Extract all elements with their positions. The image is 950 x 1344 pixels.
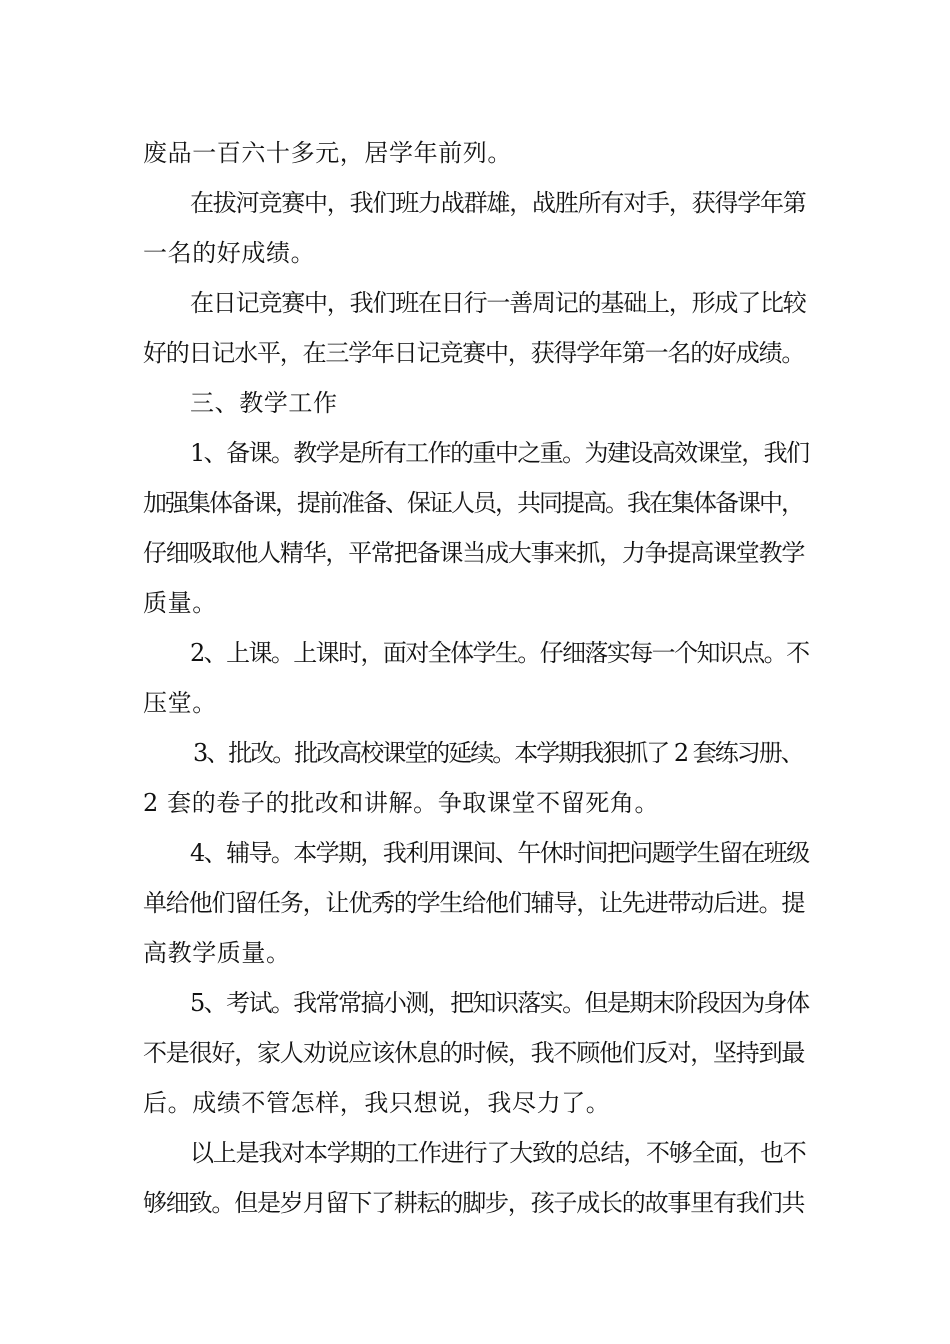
text-line: 5、考试。我常常搞小测，把知识落实。但是期末阶段因为身体: [190, 989, 809, 1017]
text-line: 在日记竞赛中，我们班在日行一善周记的基础上，形成了比较: [190, 289, 806, 317]
text-line: 压堂。: [143, 689, 217, 717]
text-line: 3、批改。批改高校课堂的延续。本学期我狠抓了 2 套练习册、: [193, 739, 803, 767]
text-line: 仔细吸取他人精华，平常把备课当成大事来抓，力争提高课堂教学: [143, 539, 805, 567]
text-line: 质量。: [143, 589, 217, 617]
text-line: 好的日记水平，在三学年日记竞赛中，获得学年第一名的好成绩。: [143, 339, 805, 367]
text-line: 加强集体备课，提前准备、保证人员，共同提高。我在集体备课中，: [143, 489, 803, 517]
section-heading: 三、教学工作: [190, 389, 338, 417]
text-line: 高教学质量。: [143, 939, 291, 967]
text-line: 一名的好成绩。: [143, 239, 316, 267]
text-line: 在拔河竞赛中，我们班力战群雄，战胜所有对手，获得学年第: [190, 189, 806, 217]
text-line: 后。成绩不管怎样，我只想说，我尽力了。: [143, 1089, 611, 1117]
text-line: 2 套的卷子的批改和讲解。争取课堂不留死角。: [143, 789, 660, 817]
text-line: 不是很好，家人劝说应该休息的时候，我不顾他们反对，坚持到最: [143, 1039, 805, 1067]
text-line: 废品一百六十多元，居学年前列。: [143, 139, 512, 167]
text-line: 1、备课。教学是所有工作的重中之重。为建设高效课堂，我们: [190, 439, 809, 467]
text-line: 4、辅导。本学期，我利用课间、午休时间把问题学生留在班级: [190, 839, 809, 867]
text-line: 2、上课。上课时，面对全体学生。仔细落实每一个知识点。不: [190, 639, 809, 667]
text-line: 够细致。但是岁月留下了耕耘的脚步，孩子成长的故事里有我们共: [143, 1189, 805, 1217]
text-line: 以上是我对本学期的工作进行了大致的总结，不够全面，也不: [190, 1139, 806, 1167]
text-line: 单给他们留任务，让优秀的学生给他们辅导，让先进带动后进。提: [143, 889, 805, 917]
